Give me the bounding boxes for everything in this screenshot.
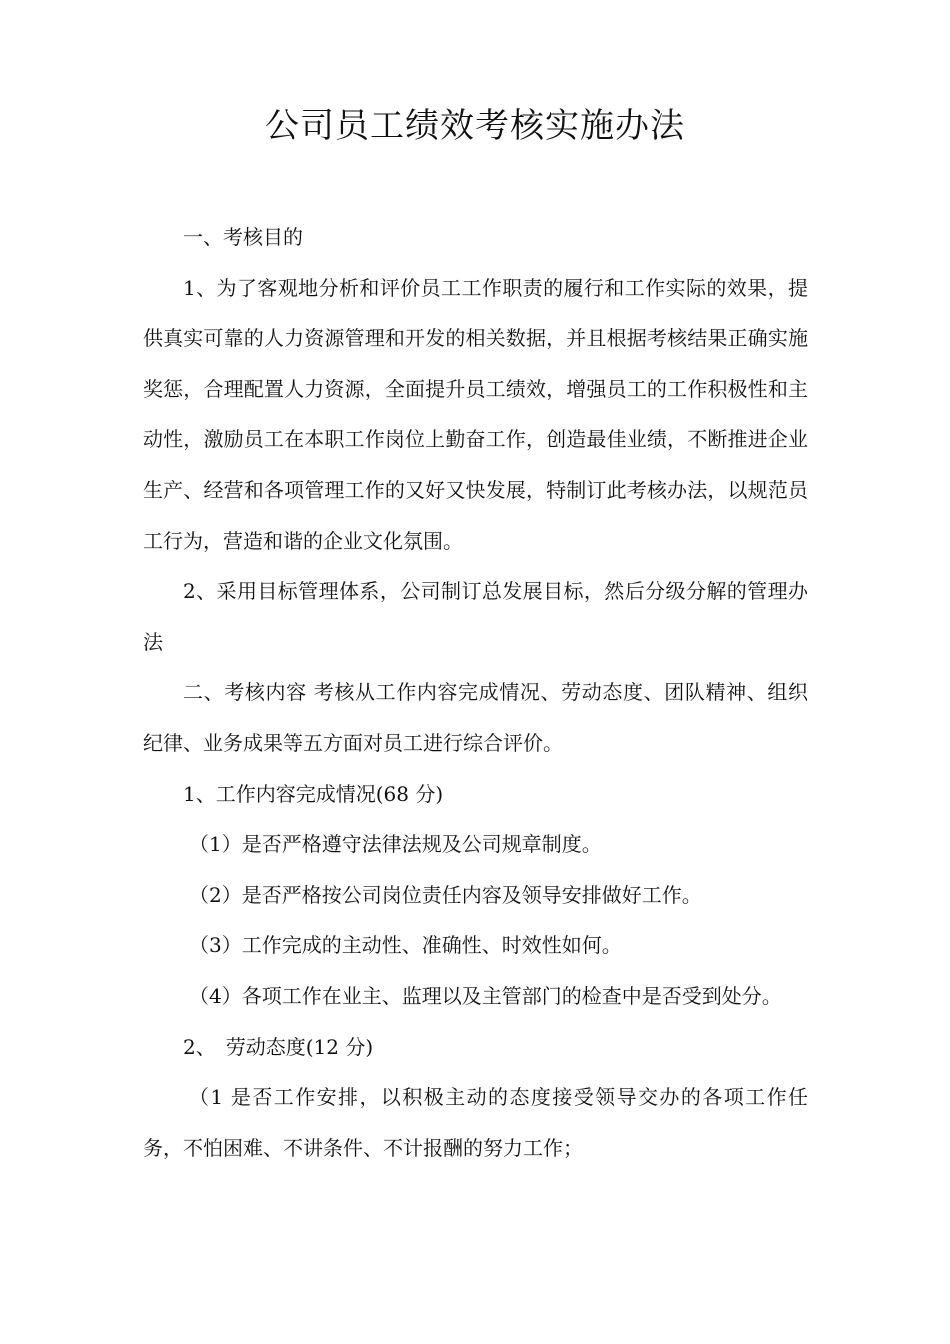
list-item: （4）各项工作在业主、监理以及主管部门的检查中是否受到处分。 [189,983,782,1008]
paragraph-purpose-2: 2、采用目标管理体系，公司制订总发展目标，然后分级分解的管理办法 [143,579,808,654]
list-item: （2）是否严格按公司岗位责任内容及领导安排做好工作。 [189,882,702,907]
list-item: （1 是否工作安排，以积极主动的态度接受领导交办的各项工作任务，不怕困难、不讲条件、不计报酬的努力工作； [143,1085,808,1160]
document-body [143,212,808,1173]
document-title: 公司员工绩效考核实施办法 [265,106,685,146]
list-item: （3）工作完成的主动性、准确性、时效性如何。 [189,933,622,958]
subsection-work-completion: 1、工作内容完成情况(68 分) [183,781,444,806]
paragraph-purpose-1: 1、为了客观地分析和评价员工工作职责的履行和工作实际的效果，提供真实可靠的人力资源管理和开发的相关数据，并且根据考核结果正确实施奖惩，合理配置人力资源，全面提升员工绩效，增强员工的工作积极性和主动性，激励员工在本职工作岗位上勤奋工作，创造最佳业绩，不断推进企业生产、经营和各项管理工作的又好又快发展，特制订此考核办法，以规范员工行为，营造和谐的企业文化氛围。 [143,275,808,553]
subsection-work-attitude: 2、 劳动态度(12 分) [183,1034,374,1059]
section-heading-content: 二、考核内容 考核从工作内容完成情况、劳动态度、团队精神、组织纪律、业务成果等五方面对员工进行综合评价。 [143,680,808,755]
list-item: （1）是否严格遵守法律法规及公司规章制度。 [189,832,602,857]
section-heading-purpose: 一、考核目的 [183,225,303,249]
